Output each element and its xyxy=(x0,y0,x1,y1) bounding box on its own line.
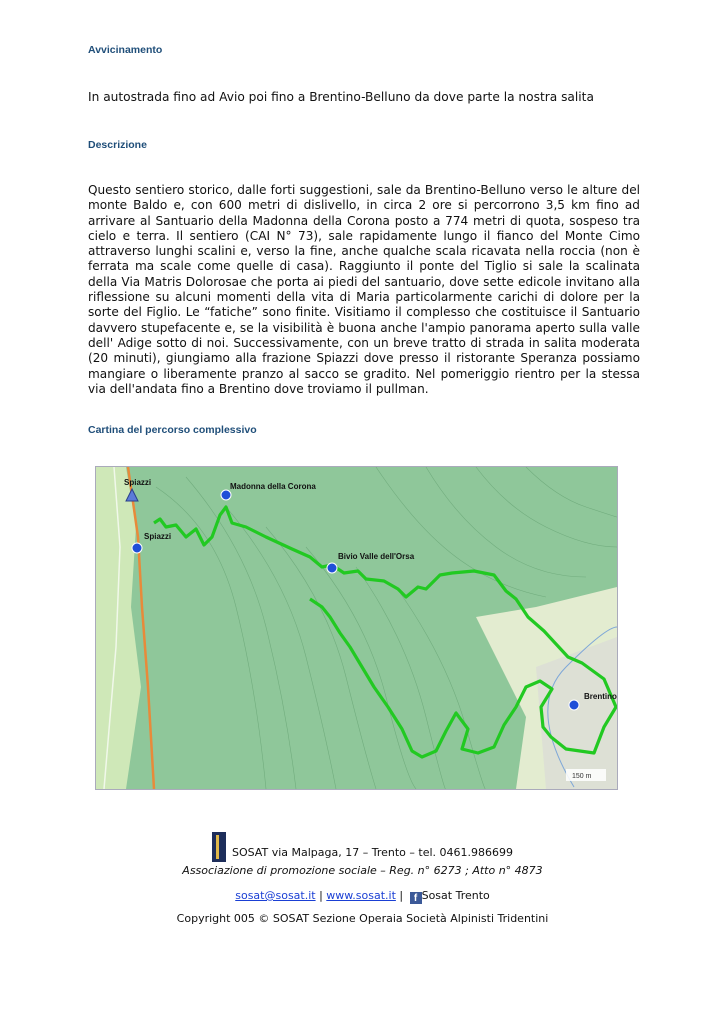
route-map xyxy=(95,466,618,790)
footer-association: Associazione di promozione sociale – Reg. n° 6273 ; Atto n° 4873 xyxy=(182,864,543,877)
scale-label: 150 m xyxy=(572,773,592,780)
label-bivio: Bivio Valle dell'Orsa xyxy=(338,552,415,561)
facebook-link[interactable]: Sosat Trento xyxy=(421,889,490,902)
footer-separator-1: | xyxy=(315,889,327,902)
label-brentino: Brentino xyxy=(584,692,617,701)
footer-copyright: Copyright 005 © SOSAT Sezione Operaia Società Alpinisti Tridentini xyxy=(176,912,549,925)
approach-heading: Avvicinamento xyxy=(88,44,163,56)
footer-links xyxy=(0,887,725,904)
footer-address-line xyxy=(0,832,725,862)
waypoint-madonna xyxy=(221,490,231,500)
approach-text: In autostrada fino ad Avio poi fino a Brentino-Belluno da dove parte la nostra salita xyxy=(88,90,594,104)
facebook-icon[interactable]: f xyxy=(410,892,422,904)
footer-separator-2: | xyxy=(395,889,407,902)
description-heading: Descrizione xyxy=(88,139,147,151)
label-spiazzi-peak: Spiazzi xyxy=(124,478,152,487)
waypoint-brentino xyxy=(569,700,579,710)
waypoint-bivio xyxy=(327,563,337,573)
route-map-svg xyxy=(96,467,617,789)
website-link[interactable]: www.sosat.it xyxy=(326,889,396,902)
sosat-logo-icon xyxy=(212,832,226,862)
map-heading: Cartina del percorso complessivo xyxy=(88,424,257,436)
scale-bar xyxy=(566,769,606,781)
waypoint-spiazzi xyxy=(132,543,142,553)
label-spiazzi: Spiazzi xyxy=(144,532,172,541)
description-text: Questo sentiero storico, dalle forti suggestioni, sale da Brentino-Belluno verso le alture del monte Baldo e, con 600 metri di dislivello, in circa 2 ore si percorrono 3,5 km fino ad arrivare al Santuario della Madonna della Corona posto a 774 metri di quota, sospeso tra cielo e terra. Il sentiero (CAI N° 73), sale rapidamente lungo il fianco del Monte Cimo attraverso lunghi scalini e, verso la fine, anche qualche scala ricavata nella roccia (non è ferrata ma scale come quelle di casa). Raggiunto il ponte del Tiglio si sale la scalinata della Via Matris Dolorosae che porta ai piedi del santuario, dove sette edicole invitano alla riflessione su alcuni momenti della vita di Maria particolarmente carichi di dolore per la sorte del Figlio. Le “fatiche” sono finite. Visitiamo il complesso che costituisce il Santuario davvero stupefacente e, se la visibilità è buona anche l'ampio panorama aperto sulla valle dell' Adige sotto di noi. Successivamente, con un breve tratto di strada in salita moderata (20 minuti), giungiamo alla frazione Spiazzi dove presso il ristorante Speranza possiamo mangiare o liberamente pranzo al sacco se gradito. Nel pomeriggio rientro per la stessa via dell'andata fino a Brentino dove troviamo il pullman. xyxy=(88,183,640,396)
footer xyxy=(0,832,725,927)
email-link[interactable]: sosat@sosat.it xyxy=(235,889,316,902)
label-madonna: Madonna della Corona xyxy=(230,482,316,491)
footer-address: SOSAT via Malpaga, 17 – Trento – tel. 0461.986699 xyxy=(231,846,513,859)
